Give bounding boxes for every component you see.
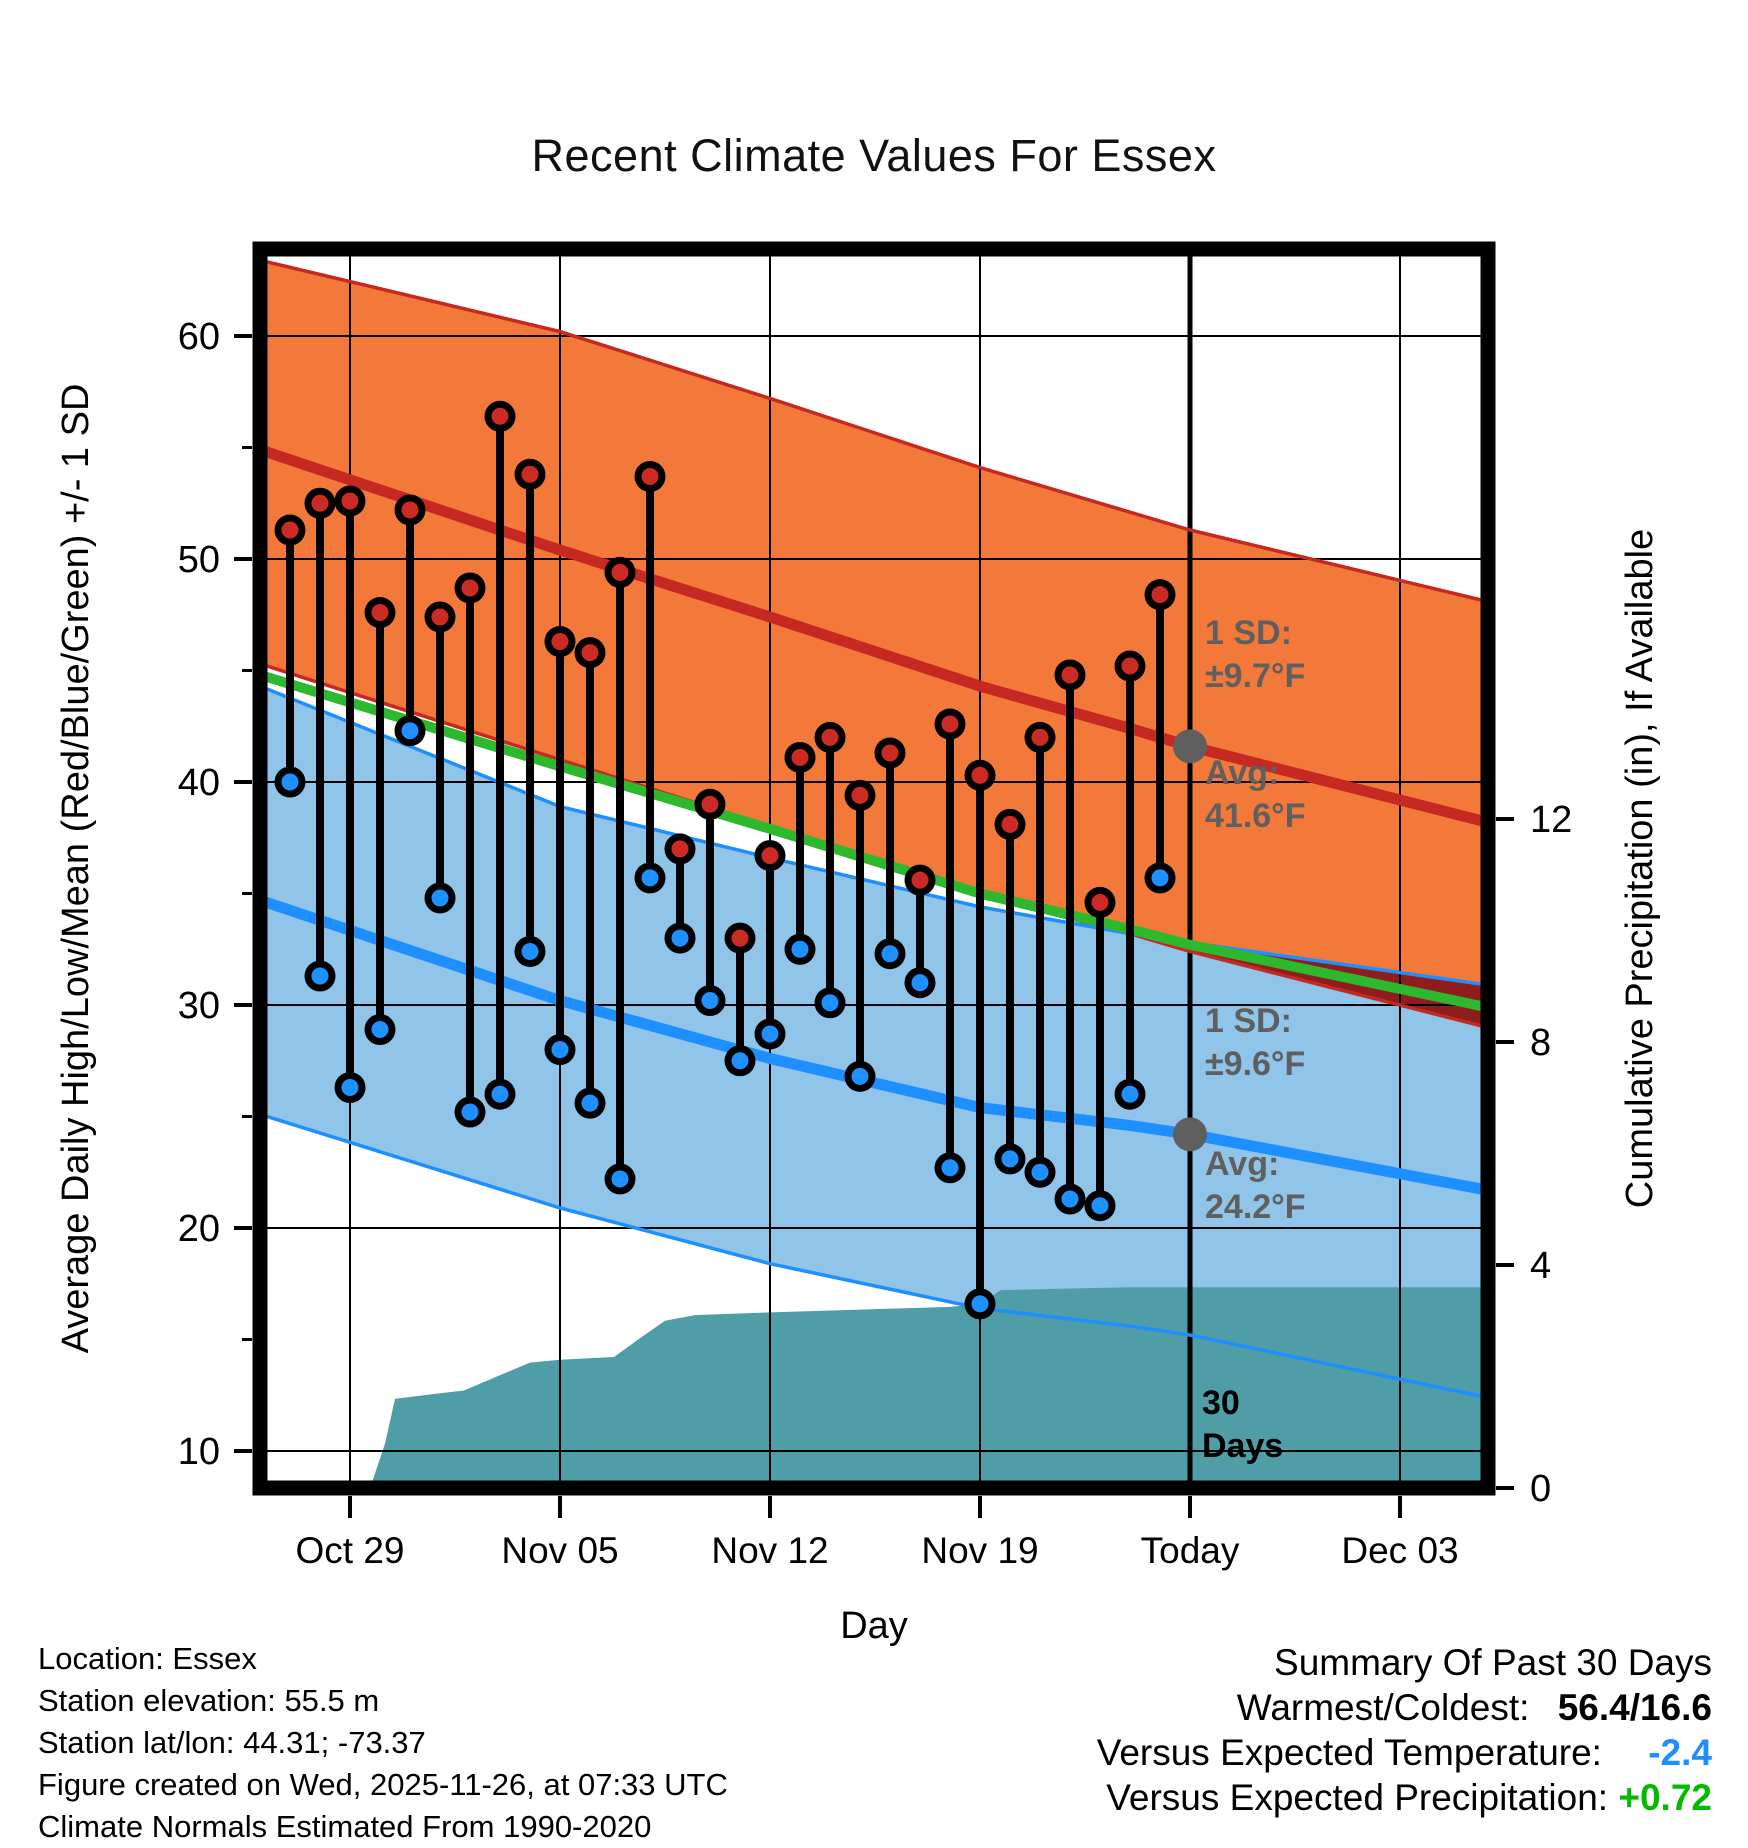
daily-high-dot <box>1122 658 1139 675</box>
daily-low-dot <box>942 1159 959 1176</box>
summary-warmest-coldest <box>1097 1685 1712 1730</box>
daily-high-dot <box>402 501 419 518</box>
annotation-avg-high-line1: Avg: <box>1205 754 1280 792</box>
daily-high-dot <box>492 408 509 425</box>
metadata-created: Figure created on Wed, 2025-11-26, at 07:33 UTC <box>38 1767 728 1802</box>
annotation-avg-high-line2: 41.6°F <box>1205 796 1306 835</box>
daily-low-dot <box>462 1104 479 1121</box>
daily-low-dot <box>972 1295 989 1312</box>
x-tick-label: Today <box>1140 1530 1240 1571</box>
cumulative-precip-area <box>370 1287 1488 1488</box>
annotation-avg-low <box>1205 1143 1306 1228</box>
daily-high-dot <box>522 466 539 483</box>
daily-low-dot <box>612 1170 629 1187</box>
daily-high-dot <box>432 608 449 625</box>
y-left-tick-label: 40 <box>177 762 220 804</box>
y-right-axis-label: Cumulative Precipitation (in), If Available <box>1619 528 1661 1209</box>
annotation-sd-low-line1: 1 SD: <box>1205 1002 1292 1040</box>
y-left-tick-label: 30 <box>177 985 220 1027</box>
metadata-elevation: Station elevation: 55.5 m <box>38 1683 380 1718</box>
metadata-location: Location: Essex <box>38 1641 257 1676</box>
metadata-latlon: Station lat/lon: 44.31; -73.37 <box>38 1725 426 1760</box>
daily-high-dot <box>852 787 869 804</box>
daily-low-dot <box>1002 1150 1019 1167</box>
summary-warmest-coldest-value: 56.4/16.6 <box>1557 1687 1712 1728</box>
annotation-sd-low <box>1205 1000 1305 1085</box>
daily-low-dot <box>552 1041 569 1058</box>
daily-low-dot <box>402 722 419 739</box>
summary-vs-temperature <box>1097 1730 1712 1775</box>
daily-low-dot <box>702 992 719 1009</box>
annotation-avg-high <box>1205 752 1306 837</box>
daily-low-dot <box>582 1095 599 1112</box>
daily-low-dot <box>1032 1164 1049 1181</box>
daily-high-dot <box>762 847 779 864</box>
daily-high-dot <box>822 729 839 746</box>
daily-low-dot <box>342 1079 359 1096</box>
x-tick-label: Nov 19 <box>921 1530 1039 1571</box>
y-left-tick-label: 50 <box>177 539 220 581</box>
daily-low-dot <box>912 974 929 991</box>
daily-high-dot <box>972 767 989 784</box>
x-tick-label: Nov 12 <box>711 1530 829 1571</box>
daily-high-dot <box>282 522 299 539</box>
daily-high-dot <box>1152 586 1169 603</box>
today-avg-low-marker <box>1173 1117 1207 1151</box>
daily-low-dot <box>1122 1086 1139 1103</box>
annotation-sd-high <box>1205 612 1305 697</box>
daily-low-dot <box>1062 1191 1079 1208</box>
summary-vs-temperature-value: -2.4 <box>1648 1732 1712 1773</box>
summary-block <box>1097 1640 1712 1820</box>
y-right-tick-label: 4 <box>1530 1245 1552 1287</box>
daily-low-dot <box>432 889 449 906</box>
daily-high-dot <box>672 840 689 857</box>
daily-low-dot <box>492 1086 509 1103</box>
summary-vs-precipitation-value: +0.72 <box>1618 1777 1712 1818</box>
today-avg-high-marker <box>1173 729 1207 763</box>
annotation-30-days-line1: 30 <box>1202 1384 1240 1422</box>
x-tick-label: Oct 29 <box>295 1530 405 1571</box>
daily-low-dot <box>882 945 899 962</box>
daily-high-dot <box>552 633 569 650</box>
x-axis-label: Day <box>840 1605 908 1647</box>
annotation-30-days <box>1202 1382 1283 1467</box>
x-tick-label: Nov 05 <box>501 1530 619 1571</box>
daily-high-dot <box>1092 894 1109 911</box>
daily-low-dot <box>762 1025 779 1042</box>
summary-warmest-coldest-label: Warmest/Coldest: <box>1236 1687 1530 1728</box>
daily-high-dot <box>702 796 719 813</box>
daily-high-dot <box>642 468 659 485</box>
daily-high-dot <box>732 930 749 947</box>
daily-high-dot <box>882 745 899 762</box>
station-metadata <box>38 1638 728 1848</box>
daily-high-dot <box>342 493 359 510</box>
daily-low-dot <box>1152 869 1169 886</box>
y-right-tick-label: 8 <box>1530 1022 1552 1064</box>
daily-low-dot <box>672 930 689 947</box>
daily-high-dot <box>912 872 929 889</box>
daily-high-dot <box>312 495 329 512</box>
y-left-tick-label: 60 <box>177 316 220 358</box>
y-left-tick-label: 10 <box>177 1431 220 1473</box>
annotation-avg-low-line1: Avg: <box>1205 1145 1280 1183</box>
annotation-sd-low-line2: ±9.6°F <box>1205 1044 1306 1083</box>
summary-heading: Summary Of Past 30 Days <box>1274 1642 1712 1683</box>
summary-vs-temperature-label: Versus Expected Temperature: <box>1096 1732 1602 1773</box>
annotation-sd-high-line2: ±9.7°F <box>1205 656 1306 695</box>
daily-high-dot <box>582 644 599 661</box>
annotation-sd-high-line1: 1 SD: <box>1205 614 1292 652</box>
annotation-30-days-line2: Days <box>1202 1426 1284 1465</box>
daily-high-dot <box>462 579 479 596</box>
daily-high-dot <box>1062 666 1079 683</box>
daily-low-dot <box>822 994 839 1011</box>
daily-low-dot <box>312 968 329 985</box>
y-left-tick-label: 20 <box>177 1208 220 1250</box>
metadata-normals: Climate Normals Estimated From 1990-2020 <box>38 1809 652 1844</box>
daily-high-dot <box>612 564 629 581</box>
summary-vs-precipitation <box>1097 1775 1712 1820</box>
daily-low-dot <box>372 1021 389 1038</box>
page-title: Recent Climate Values For Essex <box>531 130 1217 181</box>
y-left-axis-label: Average Daily High/Low/Mean (Red/Blue/Green) +/- 1 SD <box>55 383 97 1354</box>
daily-high-dot <box>1032 729 1049 746</box>
daily-high-dot <box>942 716 959 733</box>
daily-high-dot <box>1002 816 1019 833</box>
y-right-tick-label: 12 <box>1530 799 1573 841</box>
summary-vs-precipitation-label: Versus Expected Precipitation: <box>1106 1777 1609 1818</box>
daily-high-dot <box>792 749 809 766</box>
x-tick-label: Dec 03 <box>1341 1530 1459 1571</box>
daily-low-dot <box>642 869 659 886</box>
daily-low-dot <box>852 1068 869 1085</box>
daily-low-dot <box>1092 1197 1109 1214</box>
y-right-tick-label: 0 <box>1530 1468 1552 1510</box>
daily-low-dot <box>792 941 809 958</box>
daily-low-dot <box>732 1052 749 1069</box>
daily-low-dot <box>522 943 539 960</box>
annotation-avg-low-line2: 24.2°F <box>1205 1187 1306 1226</box>
daily-low-dot <box>282 774 299 791</box>
daily-high-dot <box>372 604 389 621</box>
